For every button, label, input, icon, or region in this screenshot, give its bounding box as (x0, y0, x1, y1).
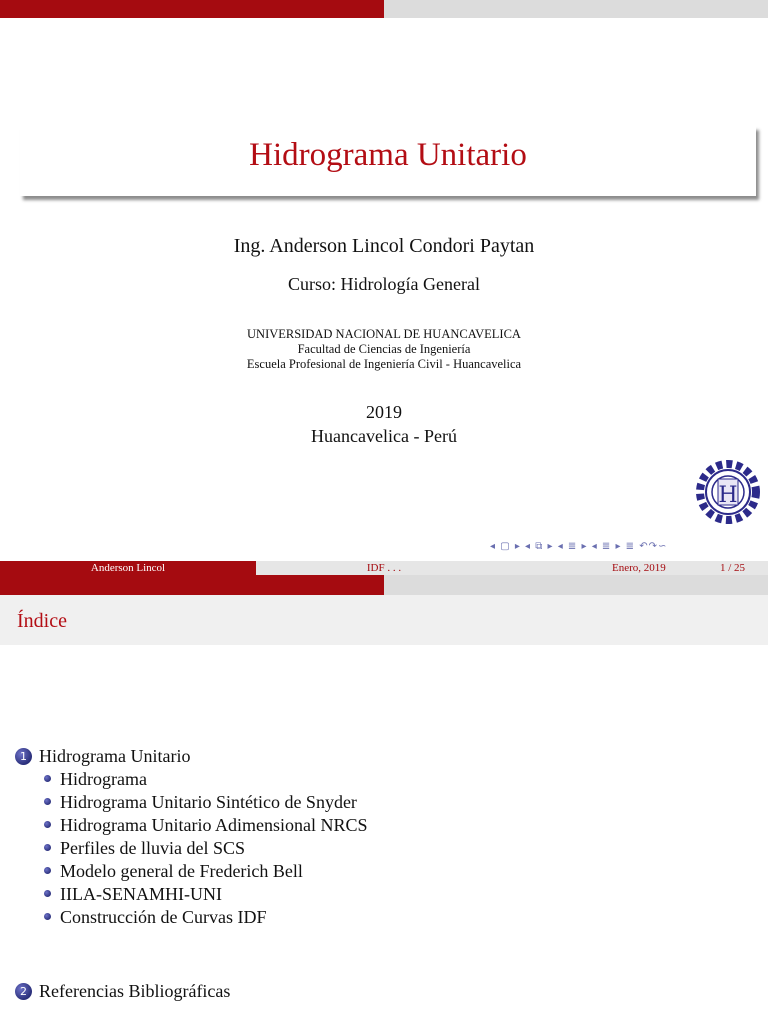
course-name: Curso: Hidrología General (288, 274, 480, 294)
top-bar-red (0, 0, 384, 18)
section-number-badge: 2 (15, 983, 32, 1000)
year: 2019 (366, 402, 402, 422)
section-label: Referencias Bibliográficas (39, 981, 231, 1001)
subsection-label: Hidrograma Unitario Sintético de Snyder (60, 792, 357, 812)
bullet-icon (44, 867, 51, 874)
footer-date: Enero, 2019 (612, 562, 666, 574)
toc-subsection[interactable] (44, 861, 303, 882)
top-bar-gray (384, 0, 768, 18)
faculty-name: Facultad de Ciencias de Ingeniería (297, 342, 471, 356)
title-box (20, 126, 756, 196)
university-name: UNIVERSIDAD NACIONAL DE HUANCAVELICA (247, 327, 521, 341)
footer-page: 1 / 25 (720, 562, 746, 574)
section-label: Hidrograma Unitario (39, 746, 191, 766)
frame-title-bar (0, 595, 768, 645)
bullet-icon (44, 844, 51, 851)
toc-subsection[interactable] (44, 769, 147, 790)
slide2-top-bar-gray (384, 575, 768, 595)
toc-subsection[interactable] (44, 907, 266, 928)
frame-title: Índice (17, 610, 67, 632)
bullet-icon (44, 798, 51, 805)
university-logo (692, 452, 764, 538)
section-number-badge: 1 (15, 748, 32, 765)
toc-section-2[interactable] (15, 981, 230, 1002)
author-name: Ing. Anderson Lincol Condori Paytan (233, 235, 535, 257)
bullet-icon (44, 890, 51, 897)
bullet-icon (44, 775, 51, 782)
subsection-label: Perfiles de lluvia del SCS (60, 838, 245, 858)
subsection-label: Modelo general de Frederich Bell (60, 861, 303, 881)
toc-subsection[interactable] (44, 838, 245, 859)
institution-block (0, 327, 768, 372)
footer-author: Anderson Lincol (0, 561, 256, 575)
subsection-label: IILA-SENAMHI-UNI (60, 884, 222, 904)
bullet-icon (44, 821, 51, 828)
school-name: Escuela Profesional de Ingeniería Civil - Huancavelica (246, 357, 522, 371)
toc-subsection[interactable] (44, 815, 367, 836)
footer-short-title: IDF . . . (256, 561, 512, 575)
bullet-icon (44, 913, 51, 920)
slide-title: Hidrograma Unitario (249, 137, 527, 173)
beamer-navigation-symbols[interactable]: ◂ ▢ ▸ ◂ ⧉ ▸ ◂ ≣ ▸ ◂ ≣ ▸ ≣ ↶↷∽ (490, 541, 668, 552)
subsection-label: Hidrograma (60, 769, 147, 789)
toc-subsection[interactable] (44, 884, 222, 905)
footer-right (512, 561, 768, 575)
slide2-top-bar-red (0, 575, 384, 595)
toc-subsection[interactable] (44, 792, 357, 813)
subsection-label: Hidrograma Unitario Adimensional NRCS (60, 815, 368, 835)
toc-section-1[interactable] (15, 746, 190, 767)
logo-letter: H (718, 483, 738, 508)
place: Huancavelica - Perú (311, 426, 457, 446)
subsection-label: Construcción de Curvas IDF (60, 907, 267, 927)
